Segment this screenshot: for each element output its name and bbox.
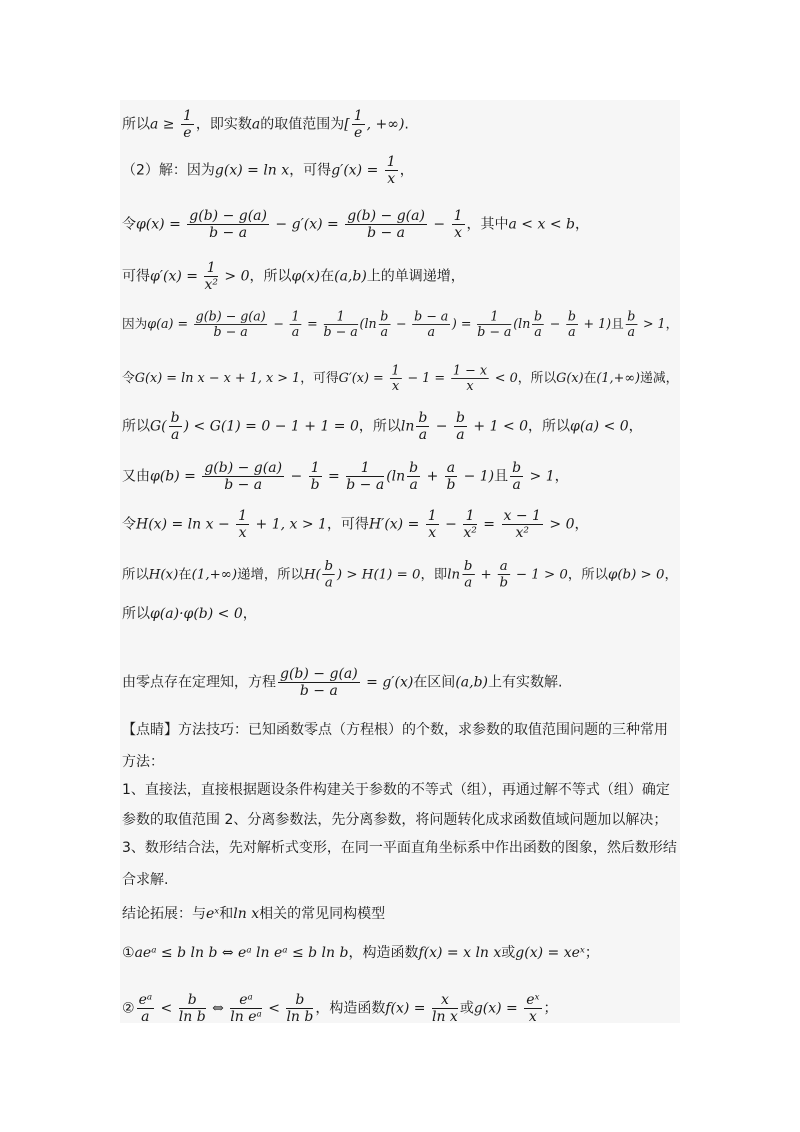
math-expression: = (478, 516, 500, 533)
math-expression: φ(a)·φ(b) < 0 (150, 606, 243, 622)
math-expression: G′(x) = (338, 371, 388, 386)
text-run: 合求解. (122, 872, 169, 888)
fraction-numerator: 1 (477, 310, 511, 325)
math-expression: g(x) = (473, 1000, 523, 1017)
fraction-denominator: e (183, 125, 192, 141)
math-fraction (566, 310, 578, 340)
math-fraction (477, 310, 511, 340)
math-expression: φ(x) = (136, 216, 186, 233)
text-run: 在 (178, 566, 192, 583)
fraction-numerator: 1 (182, 108, 192, 124)
math-fraction (390, 363, 402, 393)
fraction-denominator: b − a (213, 324, 248, 340)
math-fraction (204, 260, 218, 293)
fraction-numerator: b (533, 309, 543, 325)
fraction-numerator: b (463, 558, 473, 575)
text-run: 因为 (122, 317, 148, 332)
fraction-denominator: ln b (286, 1009, 314, 1025)
fraction-denominator: x (428, 525, 437, 541)
fraction-denominator: x (454, 225, 462, 241)
math-expression: f(x) = x ln x (418, 945, 502, 961)
text-run: ② (122, 1000, 135, 1017)
math-expression: G( (150, 418, 167, 435)
text-run: 又由 (122, 468, 150, 485)
text-run: ，所以 (249, 268, 292, 285)
fraction-numerator: b (286, 992, 313, 1009)
math-expression: < 0 (490, 371, 518, 386)
math-fraction (445, 460, 457, 493)
math-expression: g(x) = ln x (214, 162, 290, 179)
math-expression: ) > H(1) = 0 (336, 566, 421, 583)
math-expression: − (545, 317, 565, 332)
math-fraction (324, 310, 358, 340)
text-run: ，所以 (358, 418, 401, 435)
text-run: （2）解：因为 (122, 162, 215, 179)
text-line-11 (122, 604, 257, 624)
math-fraction (230, 992, 262, 1025)
text-run: ， (574, 216, 589, 233)
math-expression: [ (344, 116, 350, 133)
text-run: ， (628, 418, 643, 435)
fraction-numerator: 1 − x (452, 363, 488, 379)
math-fraction (452, 208, 465, 241)
fraction-numerator: 1 (324, 310, 358, 325)
fraction-numerator: b (418, 410, 428, 426)
fraction-denominator: x (466, 378, 474, 394)
fraction-denominator: a (534, 324, 542, 340)
text-run: ，构造函数 (348, 945, 419, 961)
fraction-denominator: b − a (224, 477, 263, 493)
text-run: 由零点存在定理知，方程 (122, 674, 276, 691)
fraction-denominator: x (238, 525, 247, 541)
math-expression: H(x) = ln x − (136, 516, 235, 533)
fraction-numerator: 1 (386, 154, 396, 170)
fraction-numerator: b (512, 460, 522, 476)
fraction-numerator: a (446, 460, 456, 476)
math-expression: > 1 (525, 468, 555, 485)
math-fraction (194, 310, 268, 340)
text-run: ，可得 (289, 162, 332, 179)
math-expression: (ln (359, 317, 377, 332)
fraction-denominator: x² (204, 277, 218, 293)
text-run: 上的单调递增， (366, 268, 465, 285)
math-expression: ln (447, 566, 461, 583)
fraction-numerator: b − a (414, 309, 449, 325)
fraction-numerator: eᵃ (230, 992, 262, 1009)
fraction-denominator: e (354, 125, 363, 141)
math-expression: H( (303, 566, 321, 583)
math-expression: (ln (386, 468, 406, 485)
fraction-numerator: eˣ (526, 992, 540, 1008)
math-fraction (498, 559, 510, 590)
math-fraction (346, 460, 384, 493)
text-run: 令 (122, 516, 136, 533)
math-fraction (352, 108, 365, 141)
math-expression: − 1 > 0 (511, 566, 568, 583)
math-expression: H′(x) = (368, 516, 424, 533)
math-fraction (179, 992, 206, 1025)
text-run: 1、直接法，直接根据题设条件构建关于参数的不等式（组），再通过解不等式（组）确定 (122, 782, 670, 798)
math-expression: aeᵃ ≤ b ln b ⇔ eᵃ ln eᵃ ≤ b ln b (134, 945, 349, 961)
fraction-denominator: x (528, 1009, 537, 1025)
text-run: 结论拓展：与 (122, 906, 206, 922)
math-expression: ln x (233, 906, 260, 922)
math-fraction (345, 208, 427, 241)
text-run: ，即 (420, 566, 448, 583)
math-expression: (ln (513, 317, 531, 332)
math-fraction (412, 310, 450, 340)
math-expression: (1,+∞) (596, 371, 641, 386)
text-run: ， (665, 317, 679, 332)
fraction-numerator: b (627, 309, 636, 325)
math-fraction (378, 310, 390, 340)
text-line-16 (122, 810, 667, 830)
fraction-denominator: a (324, 574, 333, 591)
math-fraction (407, 460, 420, 493)
fraction-denominator: x (391, 378, 400, 394)
text-line-17 (122, 838, 677, 858)
math-fraction (181, 108, 194, 141)
math-expression: − (391, 317, 411, 332)
fraction-numerator: 1 (238, 508, 248, 524)
fraction-denominator: a (291, 324, 300, 340)
text-run: ， (554, 468, 569, 485)
text-run: 或 (501, 945, 516, 961)
math-expression: < (263, 1000, 285, 1017)
text-run: 所以 (122, 418, 150, 435)
text-line-1 (122, 108, 409, 141)
text-run: 上有实数解. (488, 674, 563, 691)
fraction-numerator: 1 (391, 363, 400, 379)
text-run: ， (664, 566, 678, 583)
text-run: 3、数形结合法，先对解析式变形，在同一平面直角坐标系中作出函数的图象，然后数形结 (122, 840, 677, 856)
math-expression: ) < G(1) = 0 − 1 + 1 = 0 (183, 418, 359, 435)
math-fraction (187, 208, 269, 241)
math-expression: φ(x) (291, 268, 321, 285)
fraction-denominator: a (568, 324, 576, 340)
text-line-19 (122, 904, 385, 924)
text-line-20 (122, 943, 599, 963)
math-fraction (137, 992, 155, 1025)
fraction-numerator: 1 (353, 108, 363, 124)
math-expression: f(x) = (385, 1000, 430, 1017)
math-expression: (a,b) (334, 268, 367, 285)
math-expression: + (422, 468, 443, 485)
math-expression: G(x) = ln x − x + 1, x > 1 (134, 371, 301, 386)
text-run: 递减， (640, 371, 679, 386)
math-fraction (278, 666, 360, 699)
math-expression: − g′(x) = (270, 216, 344, 233)
text-run: 所以 (122, 606, 150, 622)
math-fraction (524, 992, 541, 1025)
math-expression: > 1 (638, 317, 666, 332)
text-run: 且 (494, 468, 509, 485)
math-fraction (416, 410, 429, 443)
math-fraction (426, 508, 439, 541)
text-run: 方法： (122, 754, 164, 770)
math-expression: = (303, 317, 322, 332)
text-line-18 (122, 870, 168, 890)
text-line-4 (122, 260, 465, 293)
math-fraction (202, 460, 284, 493)
fraction-numerator: b (324, 558, 334, 575)
fraction-denominator: b − a (477, 324, 512, 340)
math-fraction (454, 410, 467, 443)
fraction-denominator: a (409, 477, 418, 493)
fraction-denominator: a (170, 427, 180, 443)
math-fraction (432, 992, 458, 1025)
fraction-numerator: a (499, 558, 508, 575)
fraction-denominator: a (427, 324, 435, 340)
math-expression: φ(b) > 0 (607, 566, 665, 583)
text-run: ； (543, 1000, 558, 1017)
text-run: 递增，所以 (237, 566, 304, 583)
fraction-denominator: ln b (178, 1009, 206, 1025)
text-run: 相关的常见同构模型 (259, 906, 386, 922)
fraction-numerator: g(b) − g(a) (280, 666, 358, 682)
text-run: 所以 (122, 116, 150, 133)
fraction-denominator: x (387, 171, 396, 187)
text-run: 的取值范围为 (260, 116, 345, 133)
fraction-numerator: x − 1 (503, 508, 541, 524)
math-expression: − (440, 516, 462, 533)
math-fraction (502, 508, 543, 541)
fraction-numerator: eᵃ (138, 992, 153, 1008)
text-line-10 (122, 559, 678, 590)
text-line-14 (122, 752, 164, 772)
fraction-numerator: 1 (204, 260, 218, 277)
fraction-denominator: a (456, 427, 465, 443)
fraction-numerator: g(b) − g(a) (189, 208, 267, 224)
math-fraction (236, 508, 249, 541)
fraction-denominator: ln x (431, 1009, 458, 1025)
math-fraction (286, 992, 313, 1025)
math-expression: − (286, 468, 307, 485)
math-expression: − 1) (459, 468, 495, 485)
text-run: ， (399, 162, 414, 179)
fraction-denominator: x² (463, 525, 477, 541)
math-expression: φ(a) = (147, 317, 193, 332)
fraction-numerator: 1 (427, 508, 437, 524)
math-expression: G(x) (556, 371, 584, 386)
text-run: ，其中 (466, 216, 509, 233)
fraction-numerator: 1 (463, 508, 477, 525)
math-fraction (451, 363, 489, 393)
math-expression: eˣ (206, 906, 220, 922)
text-line-12 (122, 666, 562, 699)
math-expression: − (431, 418, 452, 435)
text-run: ， (574, 516, 589, 533)
math-expression: + 1, x > 1 (251, 516, 327, 533)
math-expression: a (251, 116, 261, 133)
text-run: ，可得 (300, 371, 339, 386)
math-expression: + 1) (579, 317, 612, 332)
fraction-denominator: b (446, 477, 456, 493)
fraction-numerator: b (456, 410, 465, 426)
text-run: ，构造函数 (315, 1000, 386, 1017)
math-expression: < (156, 1000, 177, 1017)
math-expression: g′(x) = (331, 162, 383, 179)
math-expression: φ′(x) = (150, 268, 203, 285)
text-run: 在 (320, 268, 335, 285)
text-run: 在 (583, 371, 597, 386)
math-expression: φ(b) = (150, 468, 201, 485)
fraction-denominator: a (418, 427, 428, 443)
text-line-2 (122, 154, 414, 187)
text-line-13 (122, 720, 668, 740)
fraction-numerator: b (380, 309, 389, 325)
text-run: 在区间 (413, 674, 456, 691)
fraction-denominator: a (627, 324, 636, 340)
text-run: ， (242, 606, 257, 622)
text-run: 和 (219, 906, 234, 922)
text-run: . (404, 116, 409, 133)
math-expression: (a,b) (455, 674, 488, 691)
fraction-denominator: a (380, 324, 389, 340)
math-fraction (462, 559, 474, 590)
text-run: 令 (122, 216, 136, 233)
fraction-numerator: 1 (310, 460, 320, 476)
fraction-numerator: 1 (346, 460, 384, 477)
fraction-denominator: b − a (209, 225, 248, 241)
fraction-numerator: g(b) − g(a) (204, 460, 283, 476)
math-expression: a < x < b (508, 216, 575, 233)
math-fraction (323, 559, 335, 590)
text-line-21 (122, 992, 558, 1025)
text-run: ，所以 (528, 418, 571, 435)
math-expression: ⇔ (207, 1000, 229, 1017)
fraction-numerator: b (179, 992, 206, 1009)
fraction-numerator: 1 (453, 208, 463, 224)
math-fraction (510, 460, 523, 493)
math-expression: − (269, 317, 288, 332)
math-expression: = (323, 468, 345, 485)
text-run: 令 (122, 371, 135, 386)
math-expression: > 0 (219, 268, 250, 285)
fraction-denominator: b − a (323, 324, 358, 340)
math-expression: g(x) = xeˣ (515, 945, 585, 961)
math-expression: − 1 = (403, 371, 450, 386)
fraction-denominator: b (310, 477, 320, 493)
text-run: 且 (611, 317, 624, 332)
math-fraction (385, 154, 398, 187)
fraction-denominator: b − a (346, 477, 385, 493)
text-run: 可得 (122, 268, 150, 285)
fraction-denominator: a (464, 574, 473, 591)
fraction-numerator: 1 (291, 309, 300, 325)
math-fraction (532, 310, 544, 340)
text-line-6 (122, 363, 678, 393)
fraction-denominator: b − a (299, 683, 338, 699)
fraction-denominator: ln eᵃ (230, 1009, 262, 1025)
math-expression: H(x) (148, 566, 179, 583)
text-line-5 (122, 310, 678, 340)
text-line-3 (122, 208, 589, 241)
text-run: ，所以 (567, 566, 608, 583)
text-run: ； (584, 945, 599, 961)
text-line-8 (122, 460, 569, 493)
text-run: 【点睛】方法技巧：已知函数零点（方程根）的个数，求参数的取值范围问题的三种常用 (122, 722, 668, 738)
math-fraction (290, 310, 302, 340)
fraction-numerator: b (170, 410, 180, 426)
math-expression: = g′(x) (361, 674, 414, 691)
fraction-numerator: g(b) − g(a) (347, 208, 425, 224)
fraction-numerator: g(b) − g(a) (195, 309, 266, 325)
fraction-denominator: a (512, 477, 521, 493)
text-run: 或 (459, 1000, 474, 1017)
fraction-numerator: b (409, 460, 419, 476)
math-expression: > 0 (544, 516, 575, 533)
fraction-denominator: b − a (367, 225, 406, 241)
text-run: ，即实数 (195, 116, 252, 133)
fraction-denominator: b (499, 574, 509, 591)
text-line-9 (122, 508, 588, 541)
math-expression: ln (400, 418, 415, 435)
math-expression: (1,+∞) (191, 566, 238, 583)
fraction-numerator: b (567, 309, 576, 325)
math-fraction (309, 460, 322, 493)
text-line-15 (122, 780, 670, 800)
fraction-denominator: x² (515, 525, 529, 541)
text-run: ，所以 (517, 371, 557, 386)
math-expression: + (476, 566, 496, 583)
math-expression: + 1 < 0 (468, 418, 529, 435)
math-fraction (169, 410, 182, 443)
math-expression: − (428, 216, 450, 233)
text-run: ① (122, 945, 135, 961)
math-expression: a ≥ (150, 116, 179, 133)
text-line-7 (122, 410, 643, 443)
fraction-denominator: a (141, 1009, 150, 1025)
math-fraction (463, 508, 477, 541)
math-expression: ) = (451, 317, 476, 332)
text-run: 参数的取值范围 2、分离参数法，先分离参数，将问题转化成求函数值域问题加以解决； (122, 812, 668, 828)
text-run: 所以 (122, 566, 149, 583)
math-fraction (625, 310, 637, 340)
text-run: ，可得 (326, 516, 369, 533)
math-expression: , +∞) (366, 116, 405, 133)
math-expression: φ(a) < 0 (570, 418, 629, 435)
fraction-numerator: x (432, 992, 458, 1009)
